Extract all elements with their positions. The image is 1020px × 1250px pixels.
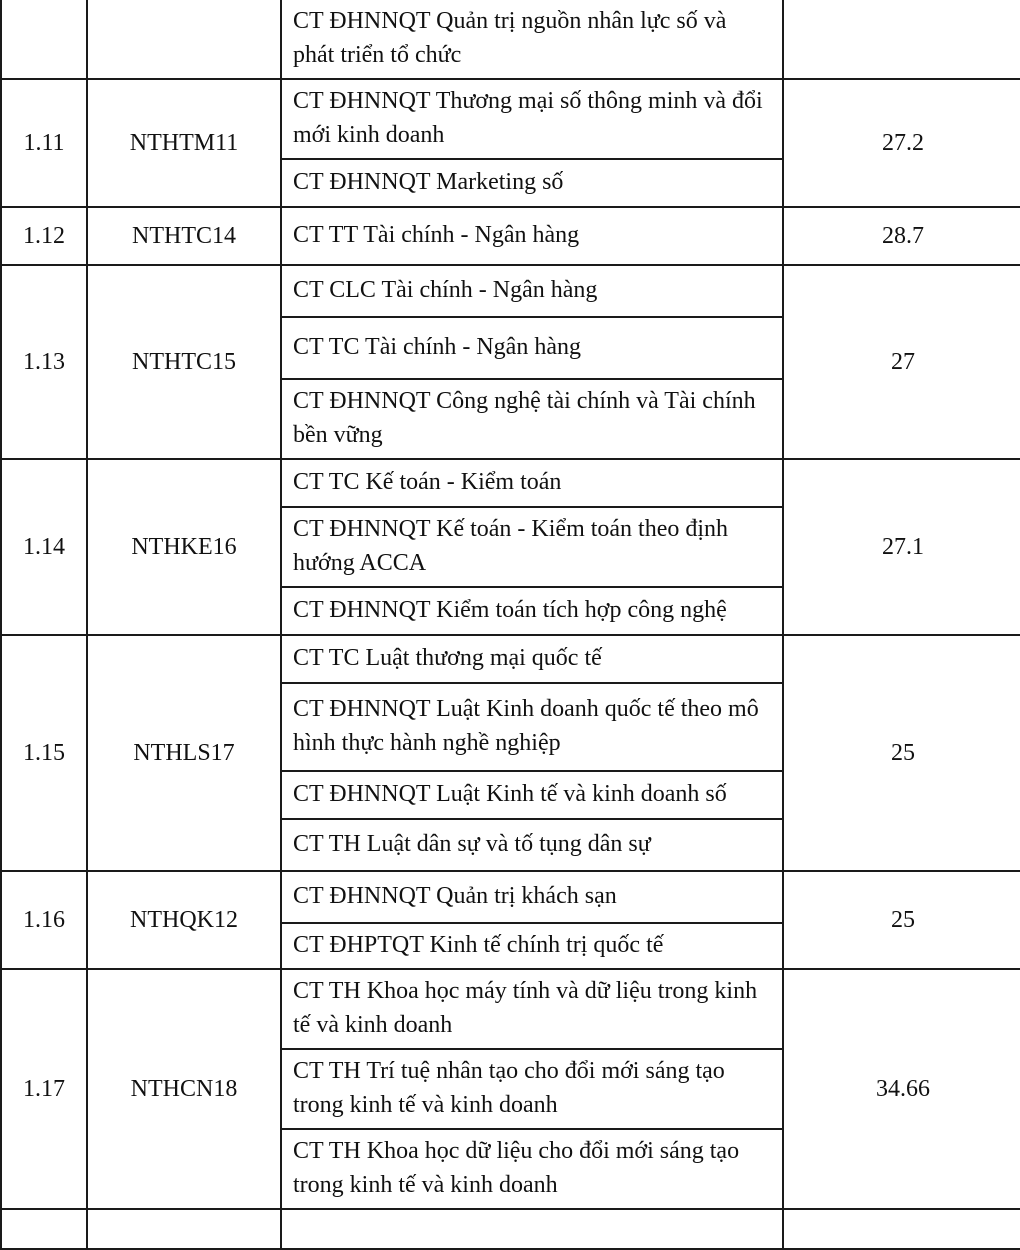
program-cell: CT ĐHPTQT Kinh tế chính trị quốc tế — [281, 923, 783, 969]
admission-code-cell: NTHLS17 — [87, 635, 281, 871]
table-row — [1, 969, 1020, 1049]
empty-cell — [783, 1209, 1020, 1249]
score-cell: 28.7 — [783, 207, 1020, 265]
stt-cell: 1.12 — [1, 207, 87, 265]
score-cell — [783, 0, 1020, 79]
score-cell: 27.1 — [783, 459, 1020, 635]
program-cell: CT ĐHNNQT Kế toán - Kiểm toán theo định hướng ACCA — [281, 507, 783, 587]
program-cell: CT ĐHNNQT Kiểm toán tích hợp công nghệ — [281, 587, 783, 635]
stt-cell: 1.14 — [1, 459, 87, 635]
stt-cell — [1, 0, 87, 79]
empty-cell — [1, 1209, 87, 1249]
program-cell: CT ĐHNNQT Quản trị khách sạn — [281, 871, 783, 923]
table-row — [1, 635, 1020, 683]
stt-cell: 1.11 — [1, 79, 87, 207]
score-cell: 25 — [783, 871, 1020, 969]
empty-cell — [87, 1209, 281, 1249]
table-row — [1, 0, 1020, 79]
admission-code-cell: NTHTC14 — [87, 207, 281, 265]
score-cell: 27.2 — [783, 79, 1020, 207]
admission-code-cell: NTHKE16 — [87, 459, 281, 635]
program-cell: CT ĐHNNQT Marketing số — [281, 159, 783, 207]
program-cell: CT TC Tài chính - Ngân hàng — [281, 317, 783, 379]
program-cell: CT TH Trí tuệ nhân tạo cho đổi mới sáng tạo trong kinh tế và kinh doanh — [281, 1049, 783, 1129]
admission-code-cell — [87, 0, 281, 79]
stt-cell: 1.15 — [1, 635, 87, 871]
program-cell: CT TT Tài chính - Ngân hàng — [281, 207, 783, 265]
table-row — [1, 207, 1020, 265]
score-cell: 27 — [783, 265, 1020, 459]
program-cell: CT TC Kế toán - Kiểm toán — [281, 459, 783, 507]
table-row — [1, 265, 1020, 317]
program-cell: CT ĐHNNQT Luật Kinh doanh quốc tế theo mô hình thực hành nghề nghiệp — [281, 683, 783, 771]
program-cell: CT ĐHNNQT Công nghệ tài chính và Tài chính bền vững — [281, 379, 783, 459]
table-row — [1, 459, 1020, 507]
program-cell: CT ĐHNNQT Thương mại số thông minh và đổi mới kinh doanh — [281, 79, 783, 159]
stt-cell: 1.13 — [1, 265, 87, 459]
admission-code-cell: NTHQK12 — [87, 871, 281, 969]
table-row — [1, 79, 1020, 159]
program-cell: CT TC Luật thương mại quốc tế — [281, 635, 783, 683]
table-body — [1, 0, 1020, 1249]
program-cell: CT TH Khoa học dữ liệu cho đổi mới sáng tạo trong kinh tế và kinh doanh — [281, 1129, 783, 1209]
table-row — [1, 871, 1020, 923]
empty-cell — [281, 1209, 783, 1249]
admission-code-cell: NTHTC15 — [87, 265, 281, 459]
stt-cell: 1.17 — [1, 969, 87, 1209]
score-cell: 25 — [783, 635, 1020, 871]
admission-code-cell: NTHTM11 — [87, 79, 281, 207]
program-cell: CT CLC Tài chính - Ngân hàng — [281, 265, 783, 317]
stt-cell: 1.16 — [1, 871, 87, 969]
program-cell: CT TH Khoa học máy tính và dữ liệu trong kinh tế và kinh doanh — [281, 969, 783, 1049]
admission-code-cell: NTHCN18 — [87, 969, 281, 1209]
program-cell: CT ĐHNNQT Luật Kinh tế và kinh doanh số — [281, 771, 783, 819]
program-cell: CT TH Luật dân sự và tố tụng dân sự — [281, 819, 783, 871]
score-cell: 34.66 — [783, 969, 1020, 1209]
program-cell: CT ĐHNNQT Quản trị nguồn nhân lực số và phát triển tổ chức — [281, 0, 783, 79]
table-row — [1, 1209, 1020, 1249]
